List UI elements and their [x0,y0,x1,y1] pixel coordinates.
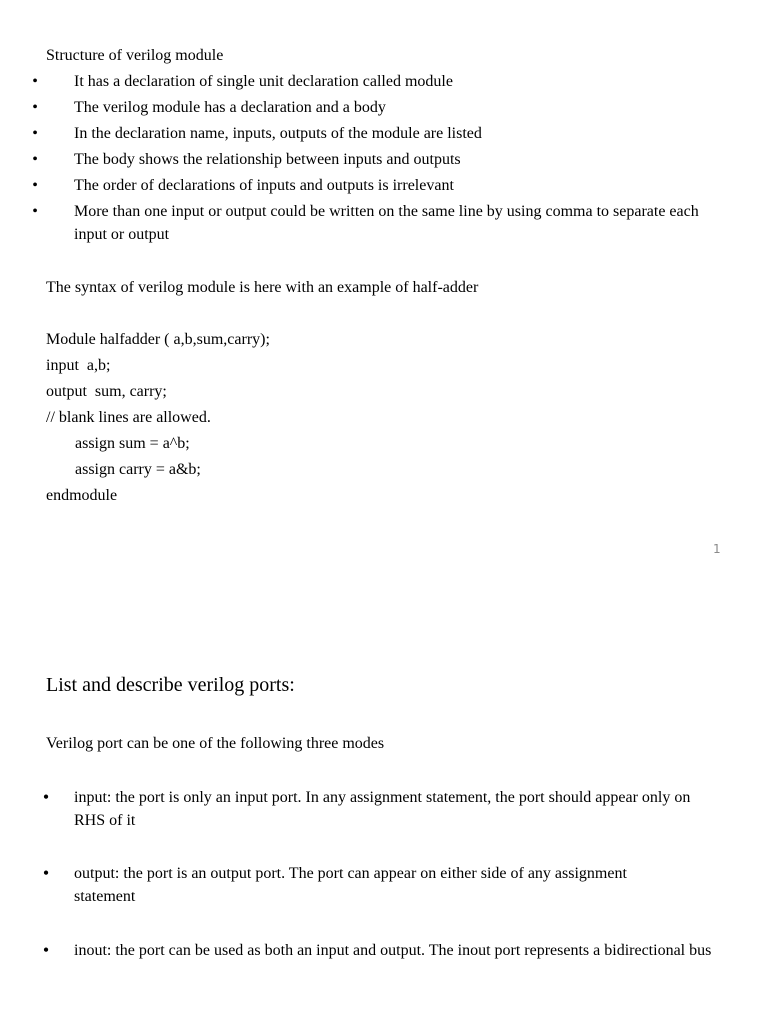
bullet-icon: • [32,125,38,142]
ports-intro: Verilog port can be one of the following three modes [46,735,385,752]
section-heading-ports: List and describe verilog ports: [46,674,295,696]
list-item: More than one input or output could be written on the same line by using comma to separate each input or output [74,203,699,243]
code-line: output sum, carry; [46,383,167,400]
list-item: The order of declarations of inputs and outputs is irrelevant [74,177,454,194]
list-item: The body shows the relationship between inputs and outputs [74,151,461,168]
bullet-icon: • [42,787,50,807]
syntax-intro: The syntax of verilog module is here with an example of half-adder [46,279,479,296]
code-line: Module halfadder ( a,b,sum,carry); [46,331,270,348]
bullet-icon: • [42,863,50,883]
bullet-icon: • [32,203,38,220]
list-item: output: the port is an output port. The port can appear on either side of any assignment statement [74,865,627,905]
bullet-icon: • [32,99,38,116]
code-line: // blank lines are allowed. [46,409,211,426]
code-line: assign sum = a^b; [75,435,190,452]
list-item: inout: the port can be used as both an input and output. The inout port represents a bidirectional bus [74,942,712,959]
list-item: The verilog module has a declaration and a body [74,99,386,116]
bullet-icon: • [32,73,38,90]
list-item: It has a declaration of single unit declaration called module [74,73,453,90]
bullet-icon: • [42,940,50,960]
bullet-icon: • [32,151,38,168]
list-item: input: the port is only an input port. In any assignment statement, the port should appear only on RHS of it [74,789,691,829]
bullet-icon: • [32,177,38,194]
page-number: 1 [713,542,721,556]
code-line: endmodule [46,487,118,504]
section-title-structure: Structure of verilog module [46,47,224,64]
list-item: In the declaration name, inputs, outputs of the module are listed [74,125,482,142]
code-line: assign carry = a&b; [75,461,201,478]
code-line: input a,b; [46,357,111,374]
